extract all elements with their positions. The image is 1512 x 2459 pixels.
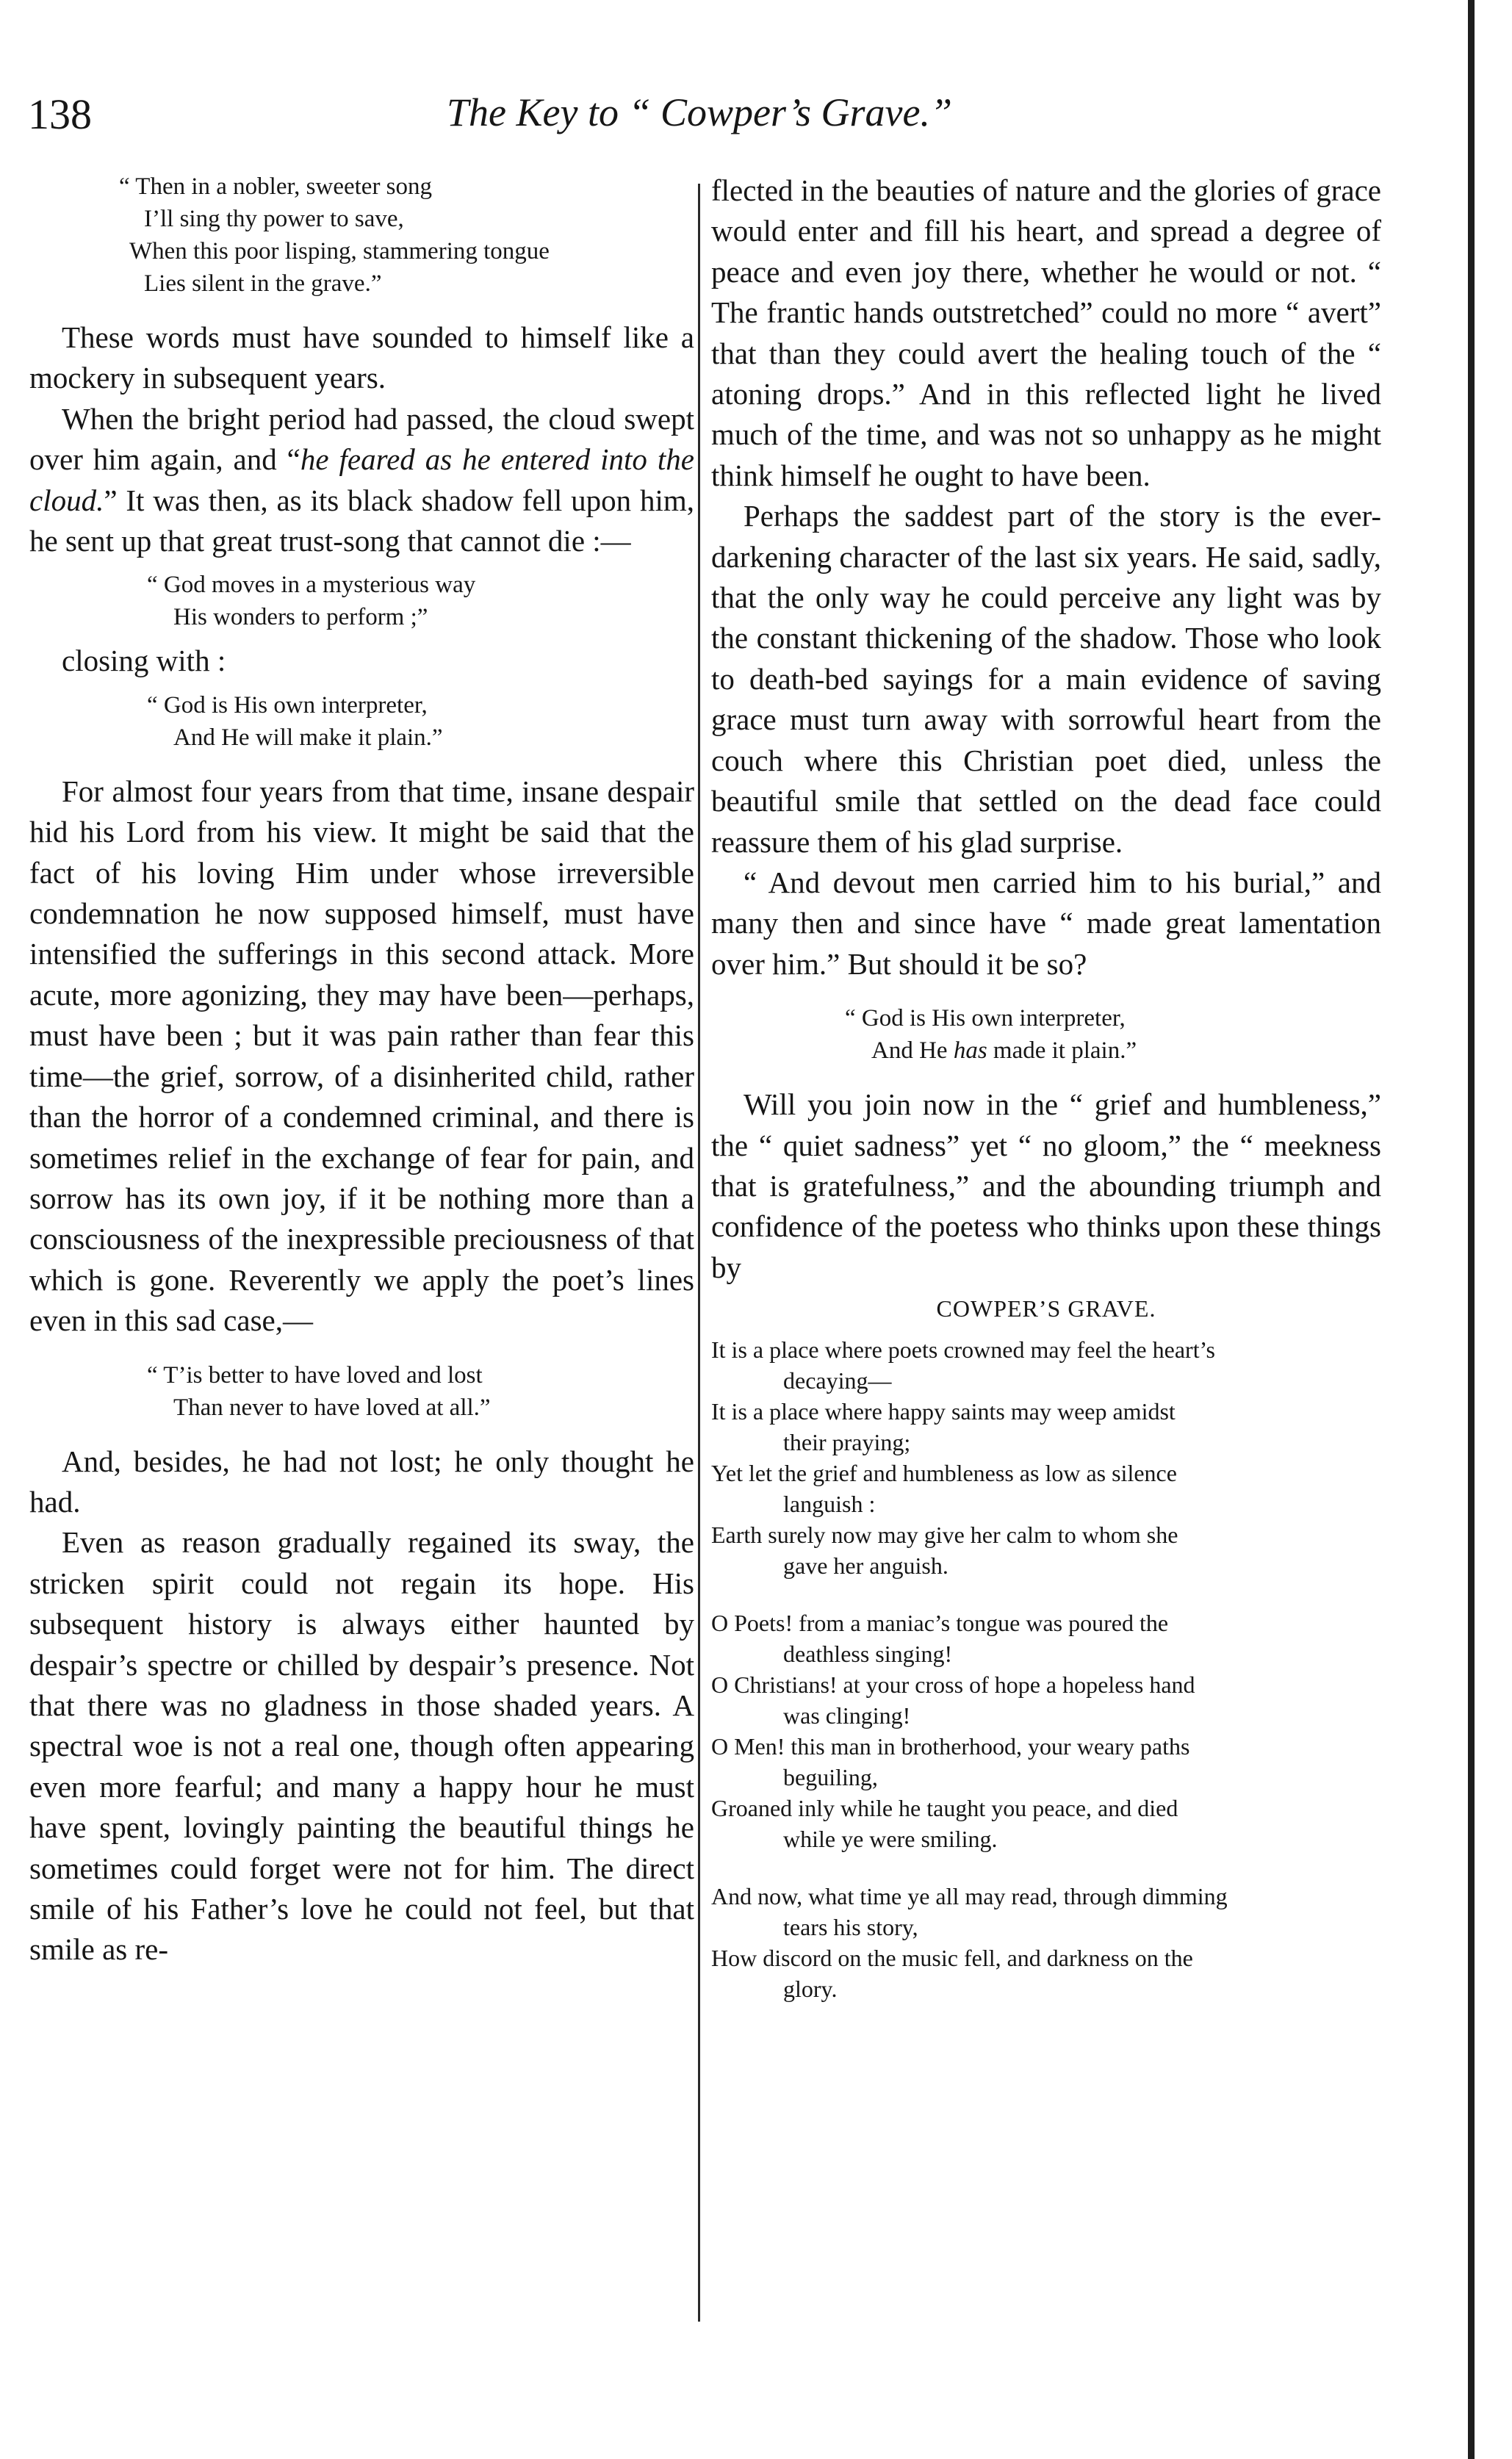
verse-line: “ God is His own interpreter, xyxy=(845,1005,1126,1032)
verse-line: Than never to have loved at all.” xyxy=(173,1394,491,1421)
paragraph: flected in the beauties of nature and the glories of grace would enter and fill his heart, and spread a degree of peace and even joy there, whether he would or not. “ The frantic hands outstretched” could no more “ avert” that than they could avert the healing touch of the “ atoning drops.” And in this reflected light he lived much of the time, and was not so unhappy as he might think himself he ought to have been. xyxy=(711,173,1381,492)
paragraph: These words must have sounded to himself like a mockery in subsequent years. xyxy=(29,320,694,395)
poem-line-continuation: their praying; xyxy=(783,1429,911,1456)
poem-line-continuation: gave her anguish. xyxy=(783,1552,948,1580)
poem-line: O Men! this man in brotherhood, your weary paths xyxy=(711,1733,1190,1760)
poem-line-continuation: decaying— xyxy=(783,1367,892,1394)
verse-line: And He will make it plain.” xyxy=(173,724,443,751)
verse-nobler-song xyxy=(29,170,694,300)
verse-line: Lies silent in the grave.” xyxy=(144,270,382,297)
verse-line xyxy=(845,1034,1381,1067)
poem-stanza xyxy=(711,1881,1381,2004)
poem-line: It is a place where poets crowned may feel the heart’s xyxy=(711,1336,1215,1364)
poem-line: It is a place where happy saints may weep amidst xyxy=(711,1398,1176,1425)
poem-stanza xyxy=(711,1607,1381,1854)
verse-interpreter-plain xyxy=(711,1002,1381,1067)
page-header xyxy=(28,90,1424,148)
paragraph: Perhaps the saddest part of the story is the ever-darkening character of the last six years. He said, sadly, that the only way he could perceive any light was by the constant thickening of the shadow. Those who look to death-bed sayings for a main evidence of saving grace must turn away with sorrowful heart from the couch where this Christian poet died, unless the beautiful smile that settled on the dead face could reassure them of his glad surprise. xyxy=(711,499,1381,859)
poem-line: And now, what time ye all may read, through dimming xyxy=(711,1883,1228,1910)
paragraph: Even as reason gradually regained its sway, the stricken spirit could not regain its hope. His subsequent history is always either haunted by despair’s spectre or chilled by despair’s presence. Not that there was no gladness in those shaded years. A spectral woe is not a real one, though often appearing even more fearful; and many a happy hour he must have spent, lovingly painting the beautiful things he sometimes could forget were not for him. The direct smile of his Father’s love he could not feel, but that smile as re- xyxy=(29,1525,694,1967)
verse-line: “ God moves in a mysterious way xyxy=(147,572,476,599)
verse-line: When this poor lisping, stammering tongue xyxy=(129,238,550,264)
verse-line: His wonders to perform ;” xyxy=(173,604,428,631)
poem-line-continuation: languish : xyxy=(783,1491,876,1518)
right-column xyxy=(711,170,1381,2031)
paragraph: For almost four years from that time, insane despair hid his Lord from his view. It might be said that the fact of his loving Him under whose irreversible condemnation he now supposed himself, must have intensified the sufferings in this second attack. More acute, more agonizing, they may have been—perhaps, must have been ; but it was pain rather than fear this time—the grief, sorrow, of a disinherited child, rather than the horror of a condemned criminal, and there is sometimes relief in the exchange of fear for pain, and sorrow has its own joy, if it be nothing more than a consciousness of the inexpressible preciousness of that which is gone. Reverently we apply the poet’s lines even in this sad case,— xyxy=(29,774,694,1338)
poem-title: COWPER’S GRAVE. xyxy=(936,1295,1156,1322)
running-title: The Key to “ Cowper’s Grave.” xyxy=(447,90,953,134)
poem-line-continuation: deathless singing! xyxy=(783,1641,953,1668)
text-run: made it plain.” xyxy=(987,1037,1137,1065)
verse-line: I’ll sing thy power to save, xyxy=(144,206,404,232)
italic-word: has xyxy=(953,1037,987,1065)
poem-line-continuation: while ye were smiling. xyxy=(783,1826,998,1853)
left-column xyxy=(29,170,694,1970)
poem-line: O Christians! at your cross of hope a hopeless hand xyxy=(711,1671,1195,1699)
poem-stanza xyxy=(711,1334,1381,1581)
poem-line: Earth surely now may give her calm to whom she xyxy=(711,1522,1178,1549)
verse-line: “ God is His own interpreter, xyxy=(147,691,428,719)
verse-interpreter xyxy=(29,689,694,754)
page-number: 138 xyxy=(28,90,92,138)
poem-line: How discord on the music fell, and darkness on the xyxy=(711,1945,1193,1972)
poem-line: O Poets! from a maniac’s tongue was poured the xyxy=(711,1610,1169,1637)
verse-loved-and-lost xyxy=(29,1359,694,1424)
poem-line: Groaned inly while he taught you peace, and died xyxy=(711,1795,1178,1822)
poem-line-continuation: tears his story, xyxy=(783,1914,918,1941)
page-edge-shadow xyxy=(1468,0,1475,2459)
italic-quote: he feared as he entered into the cloud. xyxy=(29,442,694,517)
verse-line: “ Then in a nobler, sweeter song xyxy=(119,173,433,200)
verse-line: “ T’is better to have loved and lost xyxy=(147,1361,483,1389)
poem-line-continuation: beguiling, xyxy=(783,1764,878,1791)
poem-line: Yet let the grief and humbleness as low as silence xyxy=(711,1460,1177,1487)
poem-line-continuation: glory. xyxy=(783,1976,838,2003)
paragraph: Will you join now in the “ grief and humbleness,” the “ quiet sadness” yet “ no gloom,” the “ meekness that is gratefulness,” and the abounding triumph and confidence of the poetess who thinks upon these things by xyxy=(711,1087,1381,1284)
paragraph: closing with : xyxy=(62,644,226,678)
poem-line-continuation: was clinging! xyxy=(783,1702,911,1729)
paragraph: And, besides, he had not lost; he only thought he had. xyxy=(29,1444,694,1519)
paragraph: “ And devout men carried him to his burial,” and many then and since have “ made great lamentation over him.” But should it be so? xyxy=(711,865,1381,981)
verse-god-moves xyxy=(29,569,694,633)
paragraph xyxy=(29,399,694,562)
column-divider xyxy=(698,184,700,2322)
text-run: ” It was then, as its black shadow fell upon him, he sent up that great trust-song that cannot die :— xyxy=(29,483,694,558)
text-run: And He xyxy=(871,1037,954,1065)
text-run: When the bright period had passed, the cloud swept over him again, and “ xyxy=(29,401,694,477)
